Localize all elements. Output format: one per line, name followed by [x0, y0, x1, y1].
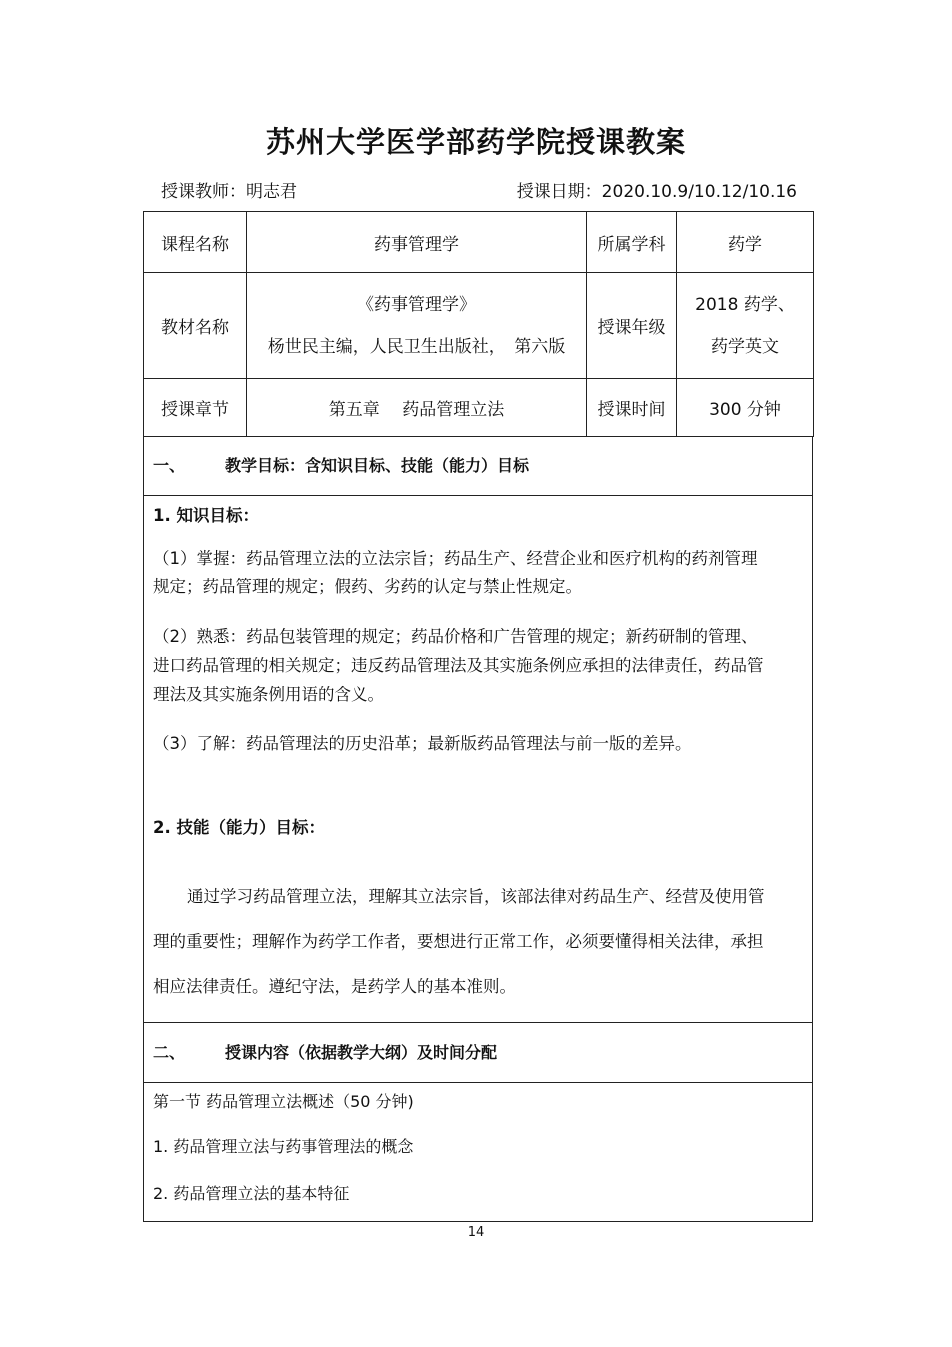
textbook-publisher: 杨世民主编，人民卫生出版社， 第六版	[267, 336, 566, 357]
table-row	[144, 273, 814, 379]
section-2-heading	[144, 1023, 812, 1082]
textbook-label: 教材名称	[144, 273, 247, 379]
course-name-value: 药事管理学	[247, 212, 587, 273]
grade-line-2: 药学英文	[711, 336, 779, 357]
text-line: （1）掌握：药品管理立法的立法宗旨；药品生产、经营企业和医疗机构的药剂管理	[153, 549, 758, 568]
section-2-number: 二、	[153, 1043, 186, 1062]
section-2-heading-row	[143, 1023, 813, 1083]
section-1-body	[143, 496, 813, 1023]
chapter-value: 第五章 药品管理立法	[247, 379, 587, 437]
section-2-body	[143, 1083, 813, 1222]
page-title: 苏州大学医学部药学院授课教案	[265, 125, 686, 159]
text-line: 相应法律责任。遵纪守法，是药学人的基本准则。	[153, 977, 516, 996]
text-line: 规定；药品管理的规定；假药、劣药的认定与禁止性规定。	[153, 577, 582, 596]
grade-label: 授课年级	[587, 273, 677, 379]
knowledge-heading: 1. 知识目标：	[153, 506, 259, 525]
page-number: 14	[467, 1225, 485, 1240]
subject-label: 所属学科	[587, 212, 677, 273]
textbook-title: 《药事管理学》	[357, 294, 476, 315]
skill-heading: 2. 技能（能力）目标：	[153, 818, 325, 837]
text-line: （2）熟悉：药品包装管理的规定；药品价格和广告管理的规定；新药研制的管理、	[153, 627, 758, 646]
section-1-number: 一、	[153, 456, 186, 475]
teacher-label: 授课教师：明志君	[161, 182, 297, 202]
knowledge-item-3: （3）了解：药品管理法的历史沿革；最新版药品管理法与前一版的差异。	[153, 734, 692, 753]
content-line-1: 第一节 药品管理立法概述（50 分钟)	[153, 1092, 414, 1111]
section-1-heading	[144, 436, 812, 495]
content-line-2: 1. 药品管理立法与药事管理法的概念	[153, 1137, 414, 1156]
subject-value: 药学	[677, 212, 814, 273]
text-line: 通过学习药品管理立法，理解其立法宗旨，该部法律对药品生产、经营及使用管	[187, 887, 765, 906]
grade-value	[677, 273, 814, 379]
grade-line-1: 2018 药学、	[695, 294, 795, 315]
course-info-table	[143, 211, 814, 437]
text-line: 理法及其实施条例用语的含义。	[153, 685, 384, 704]
duration-value: 300 分钟	[677, 379, 814, 437]
section-2-title: 授课内容（依据教学大纲）及时间分配	[225, 1043, 498, 1062]
table-row	[144, 212, 814, 273]
knowledge-item-2	[144, 622, 773, 709]
text-line: 理的重要性；理解作为药学工作者，要想进行正常工作，必须要懂得相关法律，承担	[153, 932, 764, 951]
date-label: 授课日期：2020.10.9/10.12/10.16	[516, 182, 797, 202]
text-line: 进口药品管理的相关规定；违反药品管理法及其实施条例应承担的法律责任，药品管	[153, 656, 764, 675]
section-1-title: 教学目标：含知识目标、技能（能力）目标	[225, 456, 530, 475]
chapter-label: 授课章节	[144, 379, 247, 437]
textbook-value	[247, 273, 587, 379]
knowledge-item-1	[144, 545, 767, 601]
course-name-label: 课程名称	[144, 212, 247, 273]
duration-label: 授课时间	[587, 379, 677, 437]
skill-paragraph	[144, 874, 774, 1009]
section-1-heading-row	[143, 436, 813, 496]
content-line-3: 2. 药品管理立法的基本特征	[153, 1184, 350, 1203]
table-row	[144, 379, 814, 437]
